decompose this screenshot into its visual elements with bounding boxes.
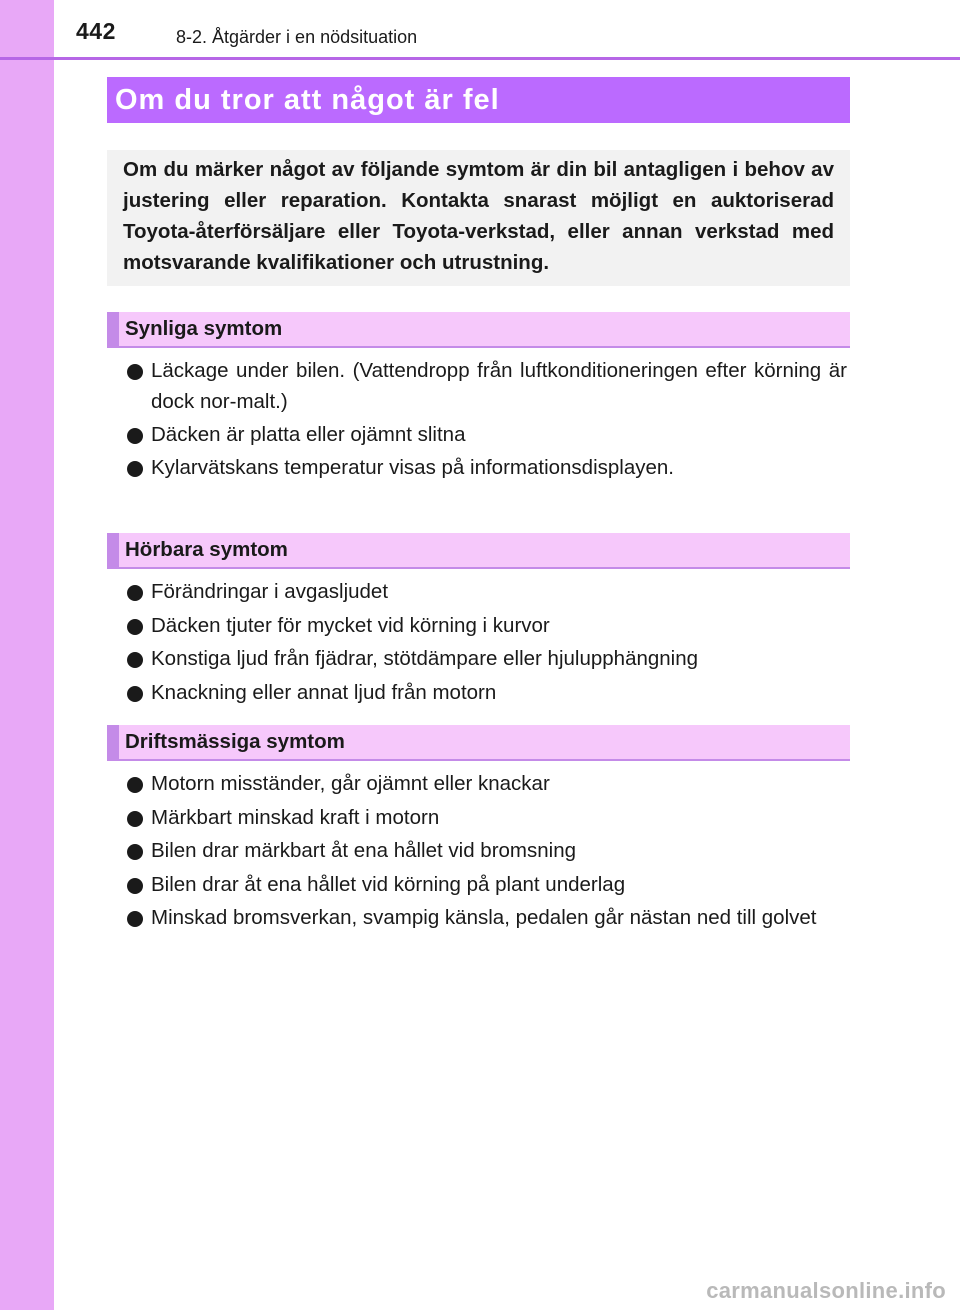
- list-item: Konstiga ljud från fjädrar, stötdämpare eller hjulupphängning: [127, 643, 847, 674]
- list-item: Däcken är platta eller ojämnt slitna: [127, 419, 847, 450]
- list-item: Förändringar i avgasljudet: [127, 576, 847, 607]
- list-item: Bilen drar märkbart åt ena hållet vid bromsning: [127, 835, 847, 866]
- list-item: Motorn misständer, går ojämnt eller knackar: [127, 768, 847, 799]
- list-item: Kylarvätskans temperatur visas på informationsdisplayen.: [127, 452, 847, 483]
- list-item: Märkbart minskad kraft i motorn: [127, 802, 847, 833]
- watermark: carmanualsonline.info: [706, 1278, 946, 1303]
- bullet-icon: [127, 461, 143, 477]
- bullet-icon: [127, 652, 143, 668]
- bullet-icon: [127, 844, 143, 860]
- list-item: Minskad bromsverkan, svampig känsla, pedalen går nästan ned till golvet: [127, 902, 847, 933]
- page-header: [0, 0, 960, 60]
- bullet-icon: [127, 428, 143, 444]
- operational-symptoms-list: [127, 768, 847, 936]
- page-number: 442: [76, 18, 116, 44]
- header-rule: [0, 57, 960, 60]
- bullet-icon: [127, 686, 143, 702]
- intro-box: Om du märker något av följande symtom är din bil antagligen i behov av justering eller reparation. Kontakta snarast möjligt en auktoriserad Toyota-återförsäljare eller Toyota-verkstad, eller annan verkstad med motsvarande kvalifikationer och utrustning.: [107, 150, 850, 286]
- list-item: Knackning eller annat ljud från motorn: [127, 677, 847, 708]
- page-title: Om du tror att något är fel: [107, 77, 850, 123]
- section-heading-operational: Driftsmässiga symtom: [107, 725, 850, 761]
- bullet-icon: [127, 585, 143, 601]
- list-item: Bilen drar åt ena hållet vid körning på plant underlag: [127, 869, 847, 900]
- bullet-icon: [127, 777, 143, 793]
- list-item: Däcken tjuter för mycket vid körning i kurvor: [127, 610, 847, 641]
- list-item: Läckage under bilen. (Vattendropp från luftkonditioneringen efter körning är dock nor-malt.): [127, 355, 847, 417]
- bullet-icon: [127, 878, 143, 894]
- bullet-icon: [127, 911, 143, 927]
- section-heading-visible: Synliga symtom: [107, 312, 850, 348]
- visible-symptoms-list: [127, 355, 847, 485]
- bullet-icon: [127, 619, 143, 635]
- bullet-icon: [127, 811, 143, 827]
- section-heading-audible: Hörbara symtom: [107, 533, 850, 569]
- chapter-title: 8-2. Åtgärder i en nödsituation: [176, 27, 418, 47]
- audible-symptoms-list: [127, 576, 847, 710]
- bullet-icon: [127, 364, 143, 380]
- side-strip: [0, 0, 54, 1310]
